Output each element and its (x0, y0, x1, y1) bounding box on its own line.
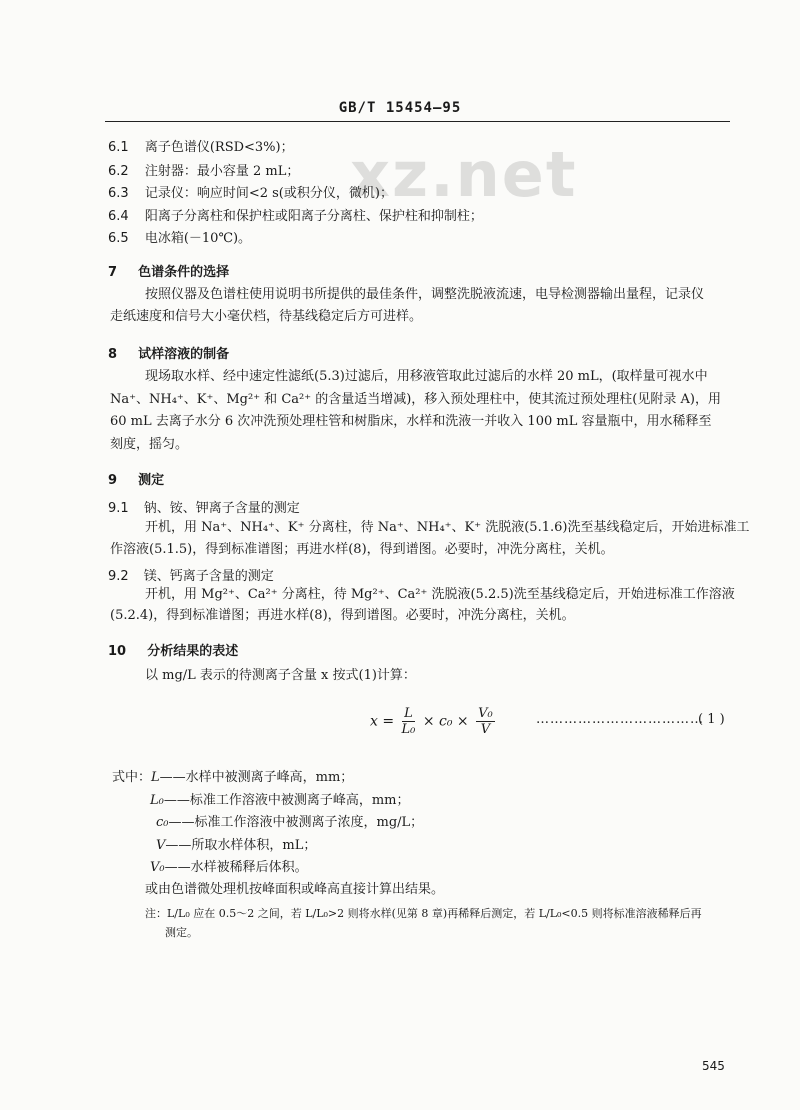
item-6-2 (108, 164, 299, 180)
item-text: 电冰箱(－10℃)。 (144, 231, 252, 246)
section-title: 试样溶液的制备 (138, 347, 230, 362)
where-line-5 (150, 860, 308, 876)
watermark: xz.net (350, 138, 578, 211)
item-number: 6.5 (108, 231, 129, 246)
item-number: 6.1 (108, 140, 129, 155)
section-9-heading (108, 469, 164, 488)
subsection-9-1-line-1: 开机，用 Na⁺、NH₄⁺、K⁺ 分离柱，待 Na⁺、NH₄⁺、K⁺ 洗脱液(5.1.6)洗至基线稳定后，开始进标准工 (145, 520, 750, 535)
equation-leader-dots: ……………………………… (536, 712, 704, 727)
formula-lhs: x = (370, 713, 395, 730)
fraction-numerator: V₀ (478, 706, 493, 721)
where-line-1 (112, 770, 353, 786)
symbol: L₀ (150, 793, 164, 808)
symbol: V (156, 838, 166, 853)
subsection-9-2-heading (108, 565, 274, 585)
page-number: 545 (702, 1059, 725, 1073)
fraction-numerator: L (402, 706, 416, 722)
note-line-1: 注：L/L₀ 应在 0.5～2 之间，若 L/L₀>2 则将水样(见第 8 章)再稀释后测定，若 L/L₀<0.5 则将标准溶液稀释后再 (145, 907, 702, 920)
where-line-4 (156, 838, 316, 854)
item-number: 6.3 (108, 186, 129, 201)
equation-number: ( 1 ) (698, 712, 725, 727)
alternative-calculation: 或由色谱微处理机按峰面积或峰高直接计算出结果。 (145, 882, 445, 897)
section-title: 分析结果的表述 (147, 644, 239, 659)
subsection-9-2-line-1: 开机，用 Mg²⁺、Ca²⁺ 分离柱，待 Mg²⁺、Ca²⁺ 洗脱液(5.2.5)洗至基线稳定后，开始进标准工作溶液 (145, 587, 735, 602)
subsection-9-1-heading (108, 497, 300, 517)
fraction-denominator: L₀ (401, 722, 416, 737)
definition: ——所取水样体积，mL； (165, 838, 317, 853)
where-line-3 (156, 815, 423, 831)
section-7-heading (108, 261, 229, 280)
symbol: c₀ (156, 815, 169, 830)
section-10-heading (108, 640, 238, 659)
symbol: V₀ (150, 860, 165, 875)
fraction-v0-over-v (476, 706, 495, 737)
section-number: 10 (108, 644, 127, 659)
note-line-2: 测定。 (165, 926, 198, 939)
definition: ——水样被稀释后体积。 (164, 860, 308, 875)
section-title: 测定 (138, 473, 165, 488)
section-number: 9 (108, 473, 118, 488)
subsection-9-1-line-2: 作溶液(5.1.5)，得到标准谱图；再进水样(8)，得到谱图。必要时，冲洗分离柱，关机。 (110, 542, 614, 557)
header-rule (105, 121, 730, 122)
subsection-title: 钠、铵、钾离子含量的测定 (143, 501, 300, 516)
item-number: 6.2 (108, 164, 129, 179)
item-number: 6.4 (108, 209, 129, 224)
item-6-4 (108, 209, 483, 225)
formula (370, 706, 498, 737)
document-header: GB/T 15454—95 (338, 100, 462, 116)
subsection-9-2-line-2: (5.2.4)，得到标准谱图；再进水样(8)，得到谱图。必要时，冲洗分离柱，关机。 (110, 608, 575, 623)
where-intro: 式中： (112, 770, 152, 785)
formula-intro: 以 mg/L 表示的待测离子含量 x 按式(1)计算： (145, 668, 416, 683)
definition: ——标准工作溶液中被测离子峰高，mm； (163, 793, 410, 808)
item-6-1 (108, 140, 294, 156)
section-8-line-4: 刻度，摇匀。 (110, 437, 189, 452)
symbol: L (151, 770, 160, 785)
definition: ——水样中被测离子峰高，mm； (159, 770, 354, 785)
section-8-line-1: 现场取水样、经中速定性滤纸(5.3)过滤后，用移液管取此过滤后的水样 20 mL，(取样量可视水中 (145, 369, 708, 384)
item-6-5 (108, 231, 251, 247)
subsection-title: 镁、钙离子含量的测定 (143, 569, 274, 584)
item-text: 离子色谱仪(RSD<3%)； (144, 140, 294, 155)
section-number: 7 (108, 265, 118, 280)
subsection-number: 9.1 (108, 501, 129, 516)
where-line-2 (150, 793, 410, 809)
section-number: 8 (108, 347, 118, 362)
item-text: 阳离子分离柱和保护柱或阳离子分离柱、保护柱和抑制柱； (144, 209, 483, 224)
formula-times: × c₀ × (422, 713, 469, 730)
section-7-line-2: 走纸速度和信号大小毫伏档，待基线稳定后方可进样。 (110, 309, 423, 324)
section-8-line-3: 60 mL 去离子水分 6 次冲洗预处理柱管和树脂床，水样和洗液一并收入 100 mL 容量瓶中，用水稀释至 (110, 414, 712, 429)
definition: ——标准工作溶液中被测离子浓度，mg/L； (168, 815, 424, 830)
item-text: 注射器：最小容量 2 mL； (144, 164, 300, 179)
section-7-line-1: 按照仪器及色谱柱使用说明书所提供的最佳条件，调整洗脱液流速，电导检测器输出量程，记录仪 (145, 287, 705, 302)
section-8-heading (108, 343, 229, 362)
fraction-denominator: V (480, 722, 491, 737)
item-6-3 (108, 186, 393, 202)
subsection-number: 9.2 (108, 569, 129, 584)
section-8-line-2: Na⁺、NH₄⁺、K⁺、Mg²⁺ 和 Ca²⁺ 的含量适当增减)，移入预处理柱中，使其流过预处理柱(见附录 A)，用 (110, 392, 721, 407)
fraction-l-over-l0 (402, 706, 416, 737)
section-title: 色谱条件的选择 (138, 265, 230, 280)
item-text: 记录仪：响应时间<2 s(或积分仪，微机)； (144, 186, 393, 201)
